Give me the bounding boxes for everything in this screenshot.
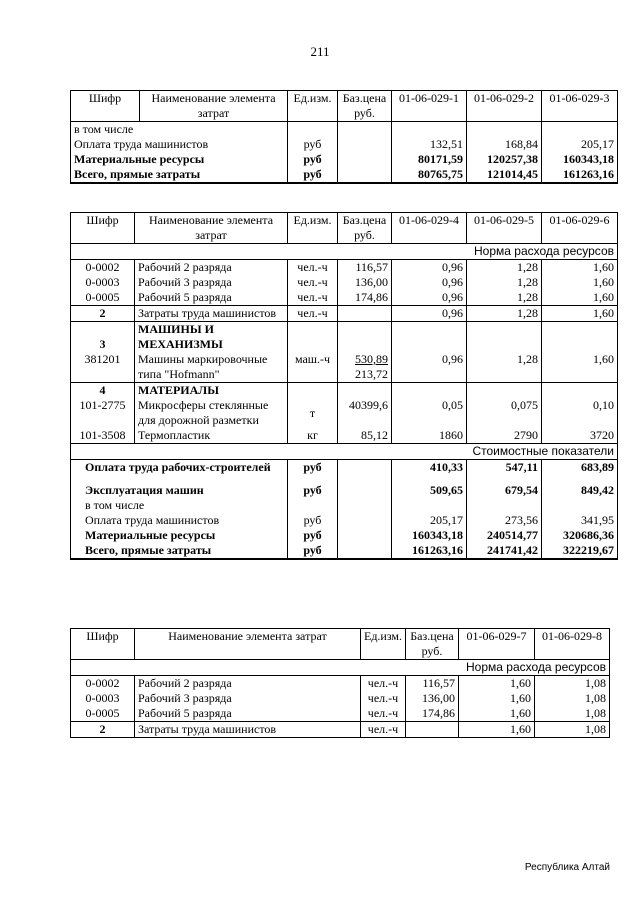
header-price: Баз.цена руб. (406, 629, 459, 660)
row-name: Рабочий 2 разряда (135, 260, 288, 276)
row-unit: руб (288, 137, 338, 152)
cell-value: 410,33 (392, 460, 467, 476)
row-code: 2 (71, 306, 135, 322)
header-col: 01-06-029-5 (467, 213, 542, 244)
header-col: 01-06-029-2 (467, 91, 542, 122)
cell-value: 1,28 (467, 352, 542, 383)
table-row (71, 275, 618, 290)
row-code: 0-0002 (71, 676, 135, 692)
cell-value: 161263,16 (542, 167, 618, 183)
row-price: 85,12 (338, 428, 392, 444)
row-unit: т (288, 398, 338, 428)
row-unit: руб (288, 152, 338, 167)
row-unit: кг (288, 428, 338, 444)
cell-value: 1,28 (467, 260, 542, 276)
cell-value: 0,96 (392, 306, 467, 322)
row-name: Рабочий 3 разряда (135, 691, 361, 706)
header-unit: Ед.изм. (288, 213, 338, 244)
cell-value: 3720 (542, 428, 618, 444)
cell-value: 205,17 (392, 513, 467, 528)
cell-value: 205,17 (542, 137, 618, 152)
cell-value: 679,54 (467, 475, 542, 498)
cell-value: 1,28 (467, 290, 542, 306)
row-unit: руб (288, 167, 338, 183)
cell-value: 0,96 (392, 275, 467, 290)
row-name: Материальные ресурсы (71, 528, 288, 543)
cell-value: 0,05 (392, 398, 467, 428)
section-norm-label: Норма расхода ресурсов (71, 660, 610, 676)
row-unit: чел.-ч (288, 275, 338, 290)
row-code: 0-0003 (71, 691, 135, 706)
cell-value: 241741,42 (467, 543, 542, 559)
row-name: Затраты труда машинистов (135, 722, 361, 738)
cell-value: 168,84 (467, 137, 542, 152)
row-unit: руб (288, 460, 338, 476)
table-header (71, 213, 618, 244)
section-title: МАШИНЫ И МЕХАНИЗМЫ (135, 322, 288, 353)
row-price: 136,00 (338, 275, 392, 290)
cell-value: 1,08 (535, 722, 610, 738)
row-price: 174,86 (406, 706, 459, 722)
table-header (71, 629, 610, 660)
cell-value: 341,95 (542, 513, 618, 528)
cell-value: 322219,67 (542, 543, 618, 559)
header-unit: Ед.изм. (361, 629, 406, 660)
cell-value: 160343,18 (542, 152, 618, 167)
row-code: 101-3508 (71, 428, 135, 444)
row-code: 101-2775 (71, 398, 135, 428)
table-row (71, 306, 618, 322)
row-name: Рабочий 5 разряда (135, 706, 361, 722)
table-row (71, 528, 618, 543)
header-col: 01-06-029-6 (542, 213, 618, 244)
table-row (71, 676, 610, 692)
cell-value: 1,28 (467, 306, 542, 322)
cell-value: 2790 (467, 428, 542, 444)
cell-value: 240514,77 (467, 528, 542, 543)
row-price-secondary: 213,72 (355, 367, 388, 381)
row-unit: руб (288, 543, 338, 559)
cell-value: 1860 (392, 428, 467, 444)
cell-value: 80765,75 (392, 167, 467, 183)
row-code: 381201 (71, 352, 135, 383)
table-row (71, 513, 618, 528)
section-norm-label: Норма расхода ресурсов (71, 244, 618, 260)
cell-value: 160343,18 (392, 528, 467, 543)
header-col: 01-06-029-8 (535, 629, 610, 660)
cell-value: 121014,45 (467, 167, 542, 183)
cell-value: 849,42 (542, 475, 618, 498)
cell-value: 509,65 (392, 475, 467, 498)
row-name: Оплата труда машинистов (71, 513, 288, 528)
table-row (71, 290, 618, 306)
footer-region: Республика Алтай (524, 862, 610, 873)
section-row (71, 244, 618, 260)
table-row (71, 260, 618, 276)
row-name: Термопластик (135, 428, 288, 444)
cell-value: 0,96 (392, 352, 467, 383)
table-row (71, 475, 618, 498)
table-row (71, 122, 618, 138)
row-unit: чел.-ч (361, 706, 406, 722)
table-row (71, 706, 610, 722)
cell-value: 1,60 (459, 676, 535, 692)
row-name: Эксплуатация машин (71, 475, 288, 498)
cell-value: 0,075 (467, 398, 542, 428)
table-row (71, 352, 618, 383)
cell-value: 1,28 (467, 275, 542, 290)
cell-value: 1,08 (535, 691, 610, 706)
row-name: Оплата труда машинистов (71, 137, 288, 152)
cell-value: 132,51 (392, 137, 467, 152)
table-row (71, 137, 618, 152)
row-price-primary: 530,89 (355, 352, 388, 366)
row-unit: руб (288, 513, 338, 528)
header-col: 01-06-029-1 (392, 91, 467, 122)
row-code: 0-0005 (71, 290, 135, 306)
cell-value: 0,96 (392, 260, 467, 276)
header-price: Баз.цена руб. (338, 213, 392, 244)
cell-value: 1,60 (542, 260, 618, 276)
cell-value: 1,60 (459, 722, 535, 738)
section-row (71, 660, 610, 676)
row-unit: руб (288, 475, 338, 498)
header-code: Шифр (71, 629, 135, 660)
cell-value: 80171,59 (392, 152, 467, 167)
table-row (71, 543, 618, 559)
row-name: Затраты труда машинистов (135, 306, 288, 322)
row-unit: чел.-ч (288, 290, 338, 306)
cell-value: 0,10 (542, 398, 618, 428)
row-name: в том числе (71, 498, 288, 513)
cell-value: 1,60 (459, 691, 535, 706)
row-code: 2 (71, 722, 135, 738)
section-title: МАТЕРИАЛЫ (135, 383, 288, 399)
row-code: 0-0002 (71, 260, 135, 276)
header-name: Наименование элемента затрат (135, 629, 361, 660)
row-price: 40399,6 (338, 398, 392, 428)
row-price (338, 352, 392, 383)
table-row (71, 691, 610, 706)
row-code: 4 (71, 383, 135, 399)
cell-value: 273,56 (467, 513, 542, 528)
row-unit: чел.-ч (288, 260, 338, 276)
table-row (71, 722, 610, 738)
cell-value: 161263,16 (392, 543, 467, 559)
table-row (71, 428, 618, 444)
cell-value: 1,60 (542, 275, 618, 290)
table-header (71, 91, 618, 122)
header-unit: Ед.изм. (288, 91, 338, 122)
row-price: 136,00 (406, 691, 459, 706)
row-name: Рабочий 3 разряда (135, 275, 288, 290)
table-row (71, 152, 618, 167)
row-name: Всего, прямые затраты (71, 543, 288, 559)
row-name: в том числе (71, 122, 288, 138)
section-row (71, 444, 618, 460)
cell-value: 683,89 (542, 460, 618, 476)
row-name: Материальные ресурсы (71, 152, 288, 167)
cell-value: 547,11 (467, 460, 542, 476)
header-col: 01-06-029-3 (542, 91, 618, 122)
row-unit: руб (288, 528, 338, 543)
row-price: 174,86 (338, 290, 392, 306)
row-unit: чел.-ч (361, 691, 406, 706)
cell-value: 1,60 (542, 306, 618, 322)
row-unit: чел.-ч (361, 676, 406, 692)
header-price: Баз.цена руб. (338, 91, 392, 122)
row-name: Рабочий 2 разряда (135, 676, 361, 692)
table-row (71, 398, 618, 428)
resource-table-1 (70, 90, 618, 184)
cell-value: 1,60 (459, 706, 535, 722)
resource-table-3 (70, 628, 610, 738)
section-cost-label: Стоимостные показатели (71, 444, 618, 460)
header-col: 01-06-029-7 (459, 629, 535, 660)
row-unit: чел.-ч (361, 722, 406, 738)
cell-value: 0,96 (392, 290, 467, 306)
row-price: 116,57 (406, 676, 459, 692)
section-heading-row (71, 383, 618, 399)
row-name: Микросферы стеклянные для дорожной разметки (135, 398, 288, 428)
table-row (71, 460, 618, 476)
row-name: Машины маркировочные типа "Hofmann" (135, 352, 288, 383)
row-name: Рабочий 5 разряда (135, 290, 288, 306)
row-name: Оплата труда рабочих-строителей (71, 460, 288, 476)
section-heading-row (71, 322, 618, 353)
cell-value: 120257,38 (467, 152, 542, 167)
header-name: Наименование элемента затрат (135, 213, 288, 244)
row-unit: чел.-ч (288, 306, 338, 322)
cell-value: 320686,36 (542, 528, 618, 543)
cell-value: 1,08 (535, 706, 610, 722)
header-col: 01-06-029-4 (392, 213, 467, 244)
header-name: Наименование элемента затрат (140, 91, 288, 122)
row-code: 0-0005 (71, 706, 135, 722)
row-price: 116,57 (338, 260, 392, 276)
cell-value: 1,08 (535, 676, 610, 692)
page-number: 211 (310, 44, 330, 59)
row-name: Всего, прямые затраты (71, 167, 288, 183)
resource-table-2 (70, 212, 618, 560)
table-row (71, 167, 618, 183)
header-code: Шифр (71, 91, 140, 122)
cell-value: 1,60 (542, 352, 618, 383)
row-unit: маш.-ч (288, 352, 338, 383)
row-code: 3 (71, 322, 135, 353)
header-code: Шифр (71, 213, 135, 244)
row-code: 0-0003 (71, 275, 135, 290)
cell-value: 1,60 (542, 290, 618, 306)
table-row (71, 498, 618, 513)
